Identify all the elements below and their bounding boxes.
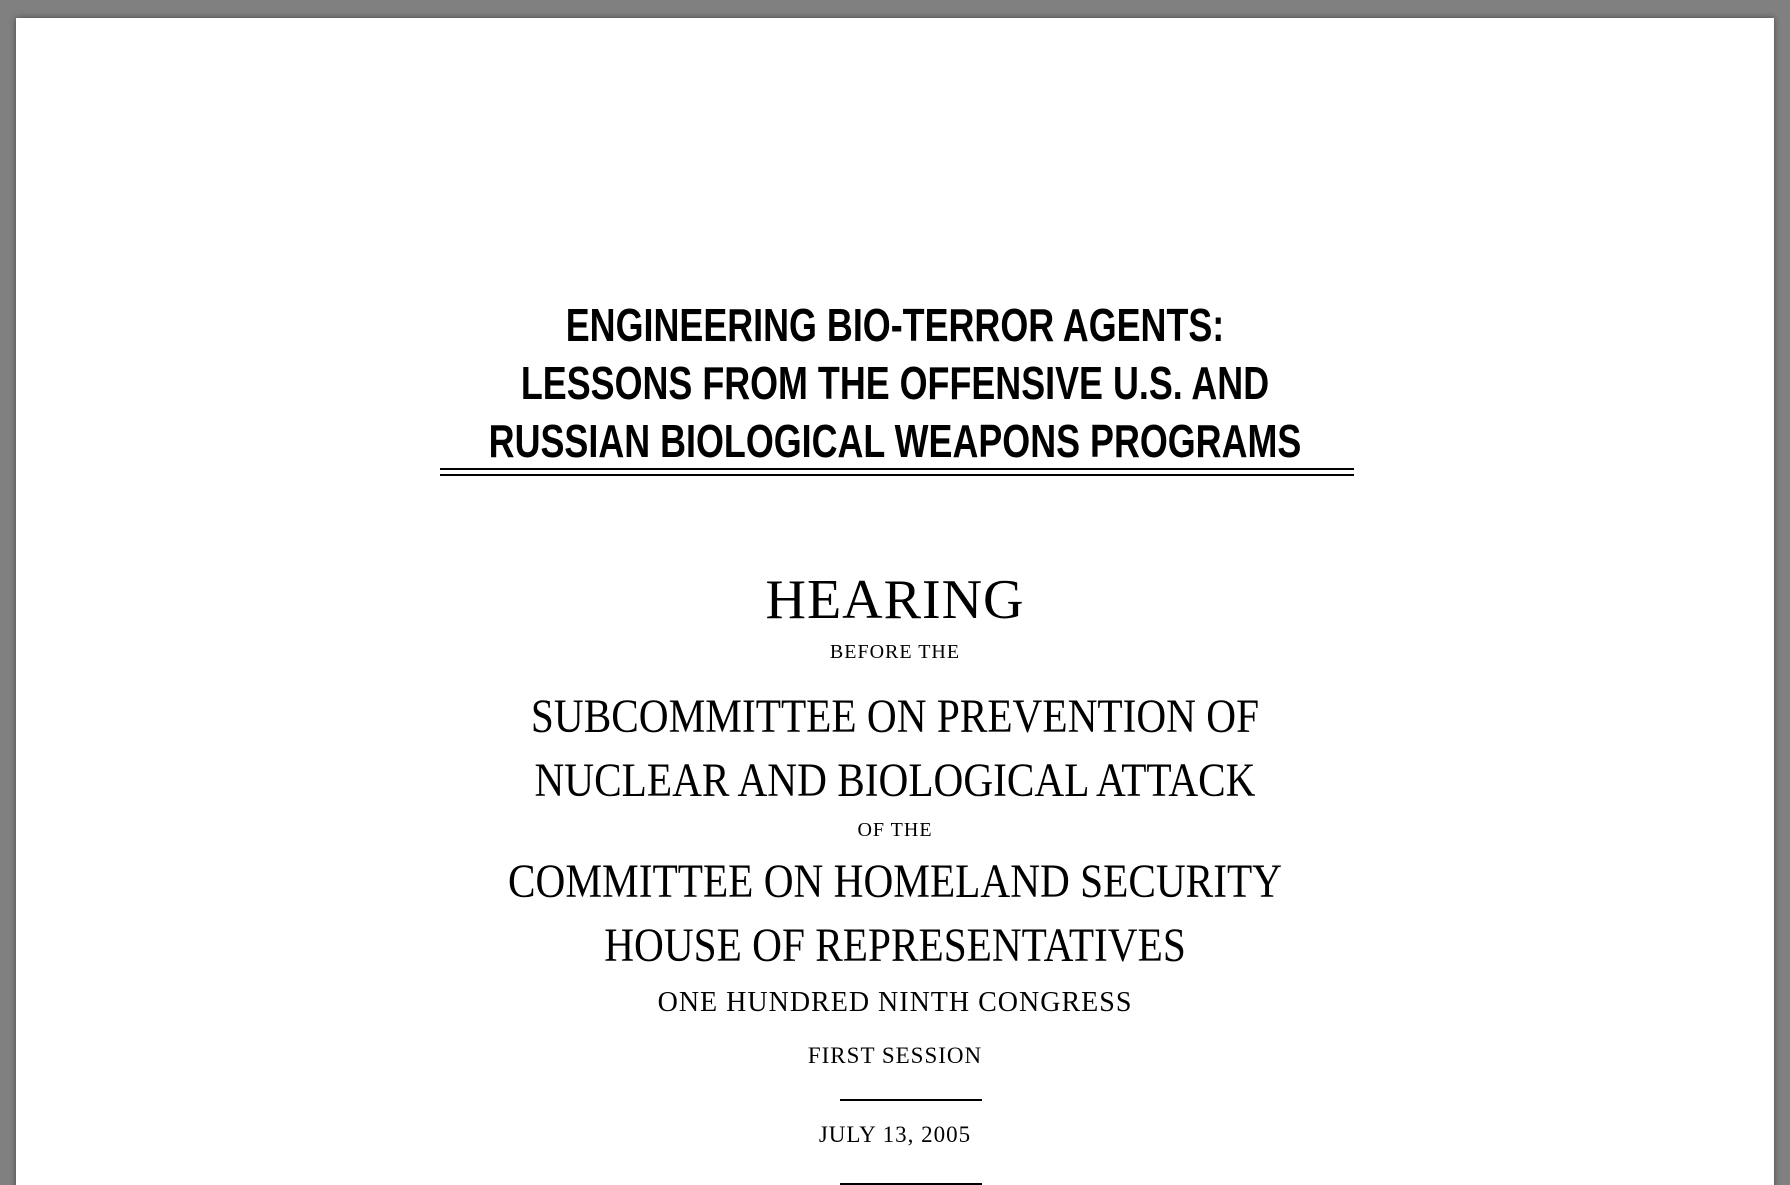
before-the-label: BEFORE THE — [829, 641, 961, 663]
title-line: ENGINEERING BIO-TERROR AGENTS: — [565, 299, 1225, 351]
hearing-date: JULY 13, 2005 — [818, 1122, 972, 1147]
title-line: RUSSIAN BIOLOGICAL WEAPONS PROGRAMS — [488, 415, 1302, 467]
hearing-heading: HEARING — [765, 569, 1025, 631]
committee-line: HOUSE OF REPRESENTATIVES — [604, 919, 1186, 972]
congress-label: ONE HUNDRED NINTH CONGRESS — [657, 987, 1133, 1018]
document-page — [16, 18, 1774, 1185]
committee-name — [139, 850, 1651, 978]
title-double-rule — [440, 468, 1354, 476]
subcommittee-line: NUCLEAR AND BIOLOGICAL ATTACK — [534, 754, 1256, 807]
of-the-label: OF THE — [857, 819, 933, 841]
subcommittee-name — [139, 685, 1651, 813]
short-divider — [840, 1099, 982, 1101]
committee-line: COMMITTEE ON HOMELAND SECURITY — [508, 855, 1282, 908]
session-label: FIRST SESSION — [807, 1043, 983, 1068]
title-line: LESSONS FROM THE OFFENSIVE U.S. AND — [520, 357, 1270, 409]
document-title — [209, 296, 1580, 470]
subcommittee-line: SUBCOMMITTEE ON PREVENTION OF — [530, 690, 1260, 743]
